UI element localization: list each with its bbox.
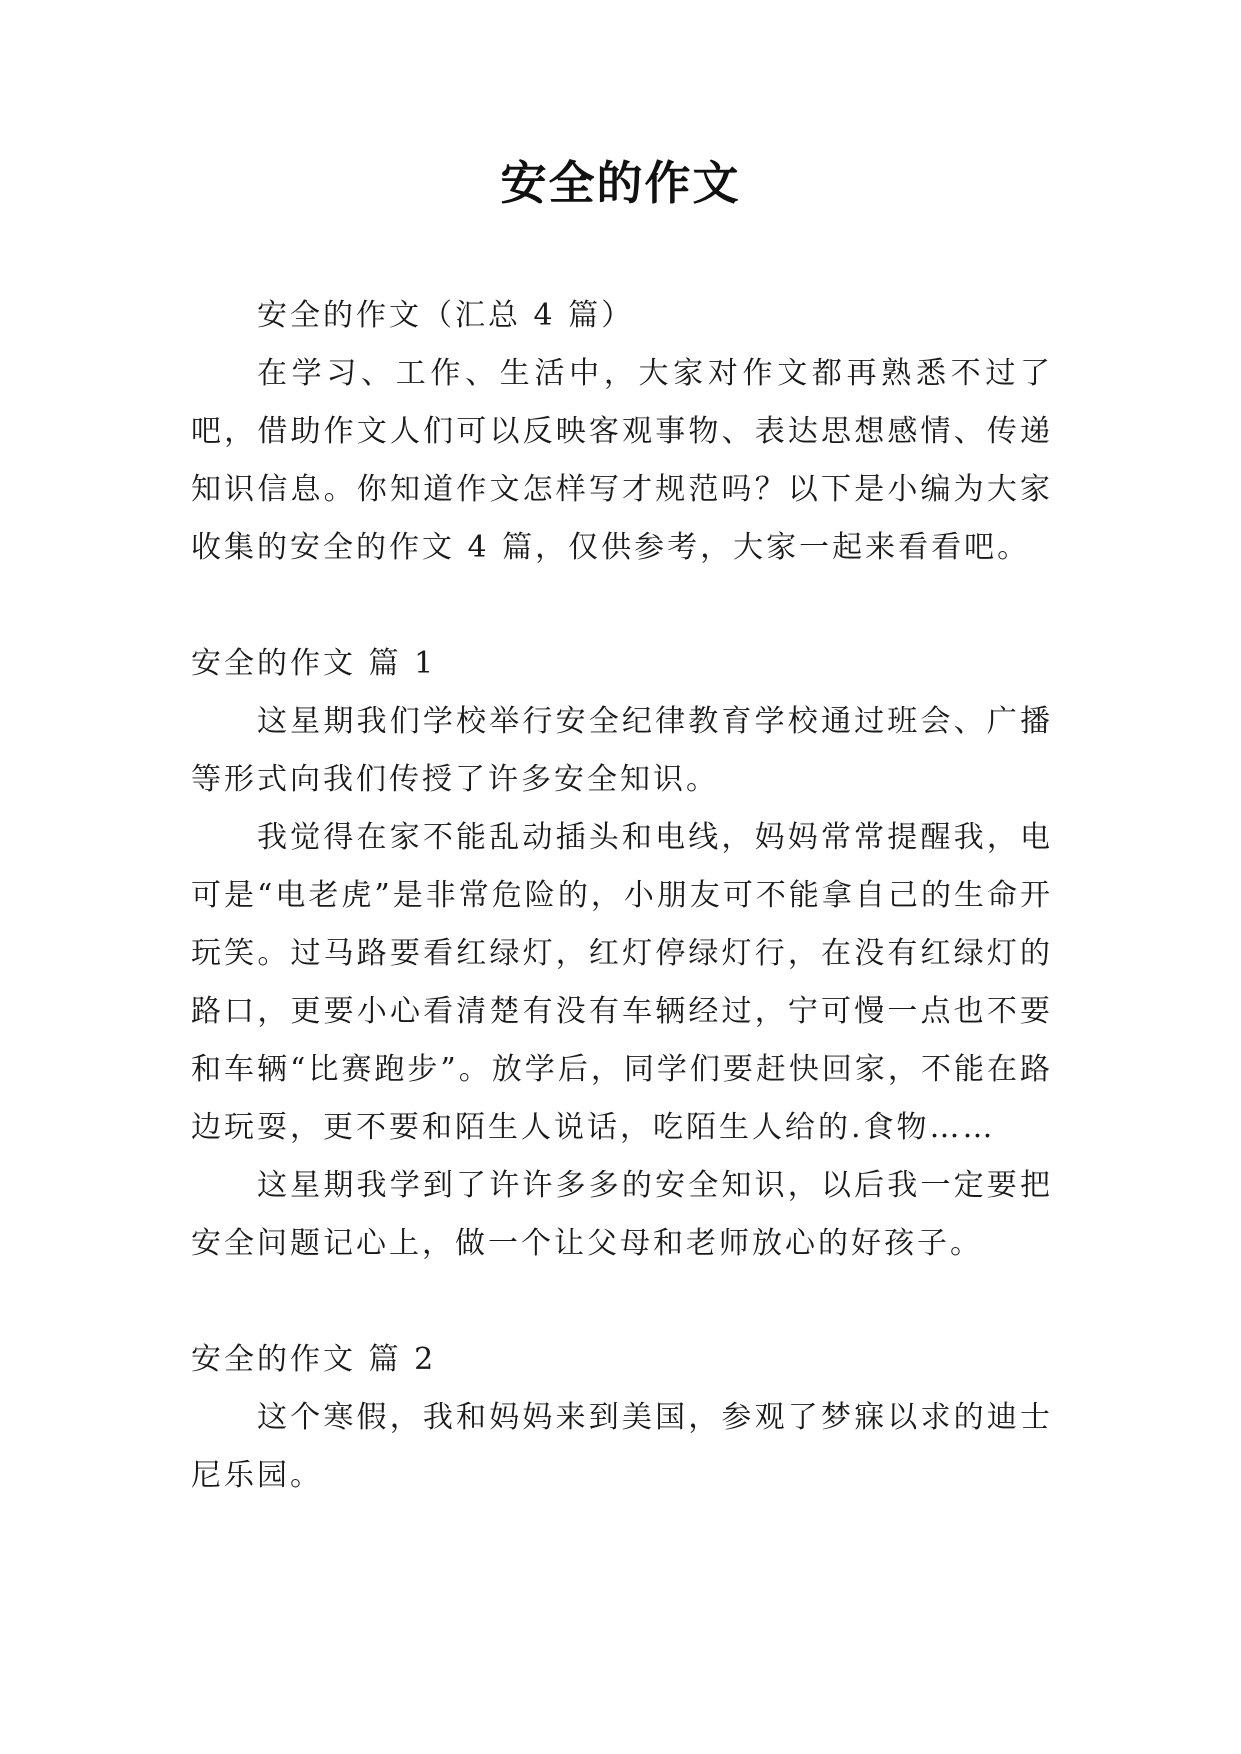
section-heading-1: 安全的作文 篇 1 [191, 646, 437, 681]
section-heading-2: 安全的作文 篇 2 [191, 1342, 437, 1377]
section-2-paragraph-1: 这个寒假，我和妈妈来到美国，参观了梦寐以求的迪士尼乐园。 [191, 1400, 1053, 1493]
document-title: 安全的作文 [500, 156, 741, 210]
section-1-paragraph-3: 这星期我学到了许许多多的安全知识，以后我一定要把安全问题记心上，做一个让父母和老师放心的好孩子。 [191, 1168, 1053, 1261]
section-1-paragraph-1: 这星期我们学校举行安全纪律教育学校通过班会、广播等形式向我们传授了许多安全知识。 [191, 704, 1053, 797]
document-body [191, 287, 1053, 1505]
intro-paragraph: 在学习、工作、生活中，大家对作文都再熟悉不过了吧，借助作文人们可以反映客观事物、表达思想感情、传递知识信息。你知道作文怎样写才规范吗？以下是小编为大家收集的安全的作文 4 篇，仅供参考，大家一起来看看吧。 [191, 356, 1053, 565]
document-subtitle: 安全的作文（汇总 4 篇） [257, 298, 635, 333]
section-1-paragraph-2: 我觉得在家不能乱动插头和电线，妈妈常常提醒我，电可是“电老虎”是非常危险的，小朋友可不能拿自己的生命开玩笑。过马路要看红绿灯，红灯停绿灯行，在没有红绿灯的路口，更要小心看清楚有没有车辆经过，宁可慢一点也不要和车辆“比赛跑步”。放学后，同学们要赶快回家，不能在路边玩耍，更不要和陌生人说话，吃陌生人给的.食物…… [191, 820, 1053, 1145]
